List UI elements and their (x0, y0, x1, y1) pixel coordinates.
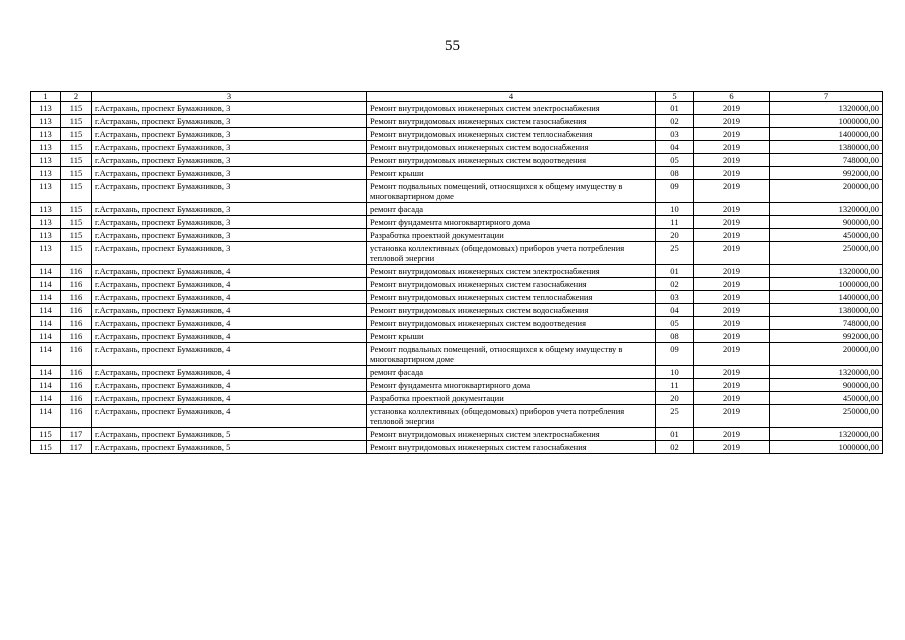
year-cell: 2019 (694, 167, 770, 180)
table-row (31, 428, 883, 441)
address-cell: г.Астрахань, проспект Бумажников, 3 (92, 115, 367, 128)
year-cell: 2019 (694, 441, 770, 454)
work-type-cell: Разработка проектной документации (367, 392, 656, 405)
work-type-cell: Ремонт внутридомовых инженерных систем водоснабжения (367, 141, 656, 154)
year-cell: 2019 (694, 366, 770, 379)
year-cell: 2019 (694, 343, 770, 366)
row-index-cell: 114 (31, 317, 61, 330)
house-number-cell: 116 (61, 379, 92, 392)
work-code-cell: 04 (656, 304, 694, 317)
address-cell: г.Астрахань, проспект Бумажников, 4 (92, 379, 367, 392)
table-row (31, 242, 883, 265)
table-row (31, 278, 883, 291)
cost-cell: 992000,00 (770, 167, 883, 180)
year-cell: 2019 (694, 291, 770, 304)
work-type-cell: Ремонт крыши (367, 330, 656, 343)
work-type-cell: Ремонт крыши (367, 167, 656, 180)
row-index-cell: 114 (31, 278, 61, 291)
work-type-cell: Ремонт внутридомовых инженерных систем газоснабжения (367, 441, 656, 454)
header-cell-5: 5 (656, 92, 694, 102)
work-type-cell: Ремонт подвальных помещений, относящихся к общему имуществу в многоквартирном доме (367, 180, 656, 203)
work-type-cell: ремонт фасада (367, 366, 656, 379)
address-cell: г.Астрахань, проспект Бумажников, 4 (92, 278, 367, 291)
cost-cell: 1000000,00 (770, 278, 883, 291)
cost-cell: 1320000,00 (770, 265, 883, 278)
cost-cell: 1320000,00 (770, 203, 883, 216)
table-row (31, 441, 883, 454)
row-index-cell: 113 (31, 216, 61, 229)
house-number-cell: 115 (61, 154, 92, 167)
house-number-cell: 116 (61, 304, 92, 317)
cost-cell: 450000,00 (770, 229, 883, 242)
house-number-cell: 115 (61, 141, 92, 154)
work-code-cell: 05 (656, 154, 694, 167)
row-index-cell: 113 (31, 242, 61, 265)
table-row (31, 229, 883, 242)
work-type-cell: Ремонт внутридомовых инженерных систем газоснабжения (367, 115, 656, 128)
work-code-cell: 02 (656, 441, 694, 454)
work-type-cell: Ремонт подвальных помещений, относящихся к общему имуществу в многоквартирном доме (367, 343, 656, 366)
house-number-cell: 116 (61, 366, 92, 379)
work-code-cell: 10 (656, 203, 694, 216)
address-cell: г.Астрахань, проспект Бумажников, 4 (92, 291, 367, 304)
work-code-cell: 01 (656, 428, 694, 441)
work-type-cell: Ремонт фундамента многоквартирного дома (367, 216, 656, 229)
row-index-cell: 114 (31, 379, 61, 392)
house-number-cell: 115 (61, 128, 92, 141)
year-cell: 2019 (694, 265, 770, 278)
cost-cell: 992000,00 (770, 330, 883, 343)
table-row (31, 167, 883, 180)
row-index-cell: 114 (31, 392, 61, 405)
header-row (31, 92, 883, 102)
work-code-cell: 20 (656, 229, 694, 242)
address-cell: г.Астрахань, проспект Бумажников, 4 (92, 330, 367, 343)
house-number-cell: 116 (61, 265, 92, 278)
row-index-cell: 115 (31, 441, 61, 454)
address-cell: г.Астрахань, проспект Бумажников, 3 (92, 141, 367, 154)
row-index-cell: 115 (31, 428, 61, 441)
cost-cell: 1400000,00 (770, 128, 883, 141)
work-type-cell: Ремонт внутридомовых инженерных систем водоотведения (367, 154, 656, 167)
year-cell: 2019 (694, 102, 770, 115)
work-code-cell: 25 (656, 242, 694, 265)
page-number: 55 (445, 38, 460, 54)
year-cell: 2019 (694, 304, 770, 317)
address-cell: г.Астрахань, проспект Бумажников, 3 (92, 229, 367, 242)
address-cell: г.Астрахань, проспект Бумажников, 4 (92, 343, 367, 366)
work-code-cell: 11 (656, 216, 694, 229)
cost-cell: 1000000,00 (770, 441, 883, 454)
work-code-cell: 08 (656, 167, 694, 180)
row-index-cell: 114 (31, 265, 61, 278)
year-cell: 2019 (694, 154, 770, 167)
house-number-cell: 115 (61, 216, 92, 229)
row-index-cell: 114 (31, 343, 61, 366)
header-cell-7: 7 (770, 92, 883, 102)
year-cell: 2019 (694, 392, 770, 405)
work-type-cell: установка коллективных (общедомовых) приборов учета потребления тепловой энергии (367, 242, 656, 265)
work-type-cell: Ремонт внутридомовых инженерных систем теплоснабжения (367, 128, 656, 141)
house-number-cell: 115 (61, 115, 92, 128)
cost-cell: 1320000,00 (770, 428, 883, 441)
work-code-cell: 09 (656, 180, 694, 203)
address-cell: г.Астрахань, проспект Бумажников, 5 (92, 428, 367, 441)
table-row (31, 317, 883, 330)
row-index-cell: 113 (31, 154, 61, 167)
cost-cell: 1320000,00 (770, 102, 883, 115)
header-cell-6: 6 (694, 92, 770, 102)
header-cell-2: 2 (61, 92, 92, 102)
work-type-cell: ремонт фасада (367, 203, 656, 216)
table-row (31, 128, 883, 141)
work-type-cell: установка коллективных (общедомовых) приборов учета потребления тепловой энергии (367, 405, 656, 428)
work-code-cell: 04 (656, 141, 694, 154)
works-table (30, 91, 883, 454)
work-type-cell: Ремонт внутридомовых инженерных систем водоотведения (367, 317, 656, 330)
house-number-cell: 116 (61, 330, 92, 343)
house-number-cell: 115 (61, 229, 92, 242)
year-cell: 2019 (694, 229, 770, 242)
table-row (31, 154, 883, 167)
table-row (31, 102, 883, 115)
year-cell: 2019 (694, 278, 770, 291)
house-number-cell: 117 (61, 428, 92, 441)
table-row (31, 304, 883, 317)
cost-cell: 900000,00 (770, 379, 883, 392)
header-cell-1: 1 (31, 92, 61, 102)
row-index-cell: 114 (31, 366, 61, 379)
work-type-cell: Ремонт внутридомовых инженерных систем теплоснабжения (367, 291, 656, 304)
house-number-cell: 116 (61, 317, 92, 330)
year-cell: 2019 (694, 128, 770, 141)
house-number-cell: 116 (61, 343, 92, 366)
work-type-cell: Ремонт внутридомовых инженерных систем электроснабжения (367, 102, 656, 115)
work-type-cell: Ремонт внутридомовых инженерных систем электроснабжения (367, 428, 656, 441)
cost-cell: 200000,00 (770, 180, 883, 203)
row-index-cell: 114 (31, 330, 61, 343)
address-cell: г.Астрахань, проспект Бумажников, 3 (92, 128, 367, 141)
table-row (31, 291, 883, 304)
row-index-cell: 113 (31, 115, 61, 128)
table-row (31, 343, 883, 366)
row-index-cell: 113 (31, 203, 61, 216)
house-number-cell: 117 (61, 441, 92, 454)
year-cell: 2019 (694, 330, 770, 343)
house-number-cell: 116 (61, 405, 92, 428)
table-row (31, 115, 883, 128)
cost-cell: 200000,00 (770, 343, 883, 366)
work-type-cell: Ремонт внутридомовых инженерных систем электроснабжения (367, 265, 656, 278)
row-index-cell: 113 (31, 229, 61, 242)
address-cell: г.Астрахань, проспект Бумажников, 3 (92, 242, 367, 265)
house-number-cell: 116 (61, 278, 92, 291)
work-code-cell: 08 (656, 330, 694, 343)
row-index-cell: 113 (31, 102, 61, 115)
row-index-cell: 113 (31, 141, 61, 154)
header-cell-3: 3 (92, 92, 367, 102)
year-cell: 2019 (694, 115, 770, 128)
address-cell: г.Астрахань, проспект Бумажников, 4 (92, 392, 367, 405)
work-type-cell: Разработка проектной документации (367, 229, 656, 242)
house-number-cell: 115 (61, 242, 92, 265)
work-code-cell: 02 (656, 115, 694, 128)
house-number-cell: 115 (61, 203, 92, 216)
work-code-cell: 02 (656, 278, 694, 291)
table-row (31, 392, 883, 405)
address-cell: г.Астрахань, проспект Бумажников, 3 (92, 216, 367, 229)
year-cell: 2019 (694, 180, 770, 203)
row-index-cell: 114 (31, 291, 61, 304)
house-number-cell: 116 (61, 291, 92, 304)
work-code-cell: 01 (656, 102, 694, 115)
house-number-cell: 115 (61, 167, 92, 180)
cost-cell: 748000,00 (770, 154, 883, 167)
work-code-cell: 11 (656, 379, 694, 392)
work-code-cell: 03 (656, 128, 694, 141)
house-number-cell: 115 (61, 102, 92, 115)
address-cell: г.Астрахань, проспект Бумажников, 4 (92, 265, 367, 278)
work-code-cell: 10 (656, 366, 694, 379)
row-index-cell: 113 (31, 128, 61, 141)
address-cell: г.Астрахань, проспект Бумажников, 3 (92, 203, 367, 216)
address-cell: г.Астрахань, проспект Бумажников, 4 (92, 405, 367, 428)
house-number-cell: 116 (61, 392, 92, 405)
year-cell: 2019 (694, 405, 770, 428)
work-type-cell: Ремонт внутридомовых инженерных систем газоснабжения (367, 278, 656, 291)
cost-cell: 748000,00 (770, 317, 883, 330)
year-cell: 2019 (694, 428, 770, 441)
cost-cell: 450000,00 (770, 392, 883, 405)
table-row (31, 379, 883, 392)
table-row (31, 180, 883, 203)
cost-cell: 250000,00 (770, 242, 883, 265)
house-number-cell: 115 (61, 180, 92, 203)
address-cell: г.Астрахань, проспект Бумажников, 3 (92, 102, 367, 115)
table-row (31, 265, 883, 278)
table-row (31, 203, 883, 216)
address-cell: г.Астрахань, проспект Бумажников, 5 (92, 441, 367, 454)
work-code-cell: 01 (656, 265, 694, 278)
year-cell: 2019 (694, 141, 770, 154)
address-cell: г.Астрахань, проспект Бумажников, 4 (92, 304, 367, 317)
cost-cell: 1320000,00 (770, 366, 883, 379)
year-cell: 2019 (694, 216, 770, 229)
work-type-cell: Ремонт внутридомовых инженерных систем водоснабжения (367, 304, 656, 317)
cost-cell: 1380000,00 (770, 304, 883, 317)
year-cell: 2019 (694, 379, 770, 392)
cost-cell: 1400000,00 (770, 291, 883, 304)
table-row (31, 216, 883, 229)
year-cell: 2019 (694, 203, 770, 216)
row-index-cell: 114 (31, 405, 61, 428)
row-index-cell: 113 (31, 180, 61, 203)
work-code-cell: 20 (656, 392, 694, 405)
cost-cell: 250000,00 (770, 405, 883, 428)
address-cell: г.Астрахань, проспект Бумажников, 3 (92, 180, 367, 203)
work-code-cell: 03 (656, 291, 694, 304)
work-type-cell: Ремонт фундамента многоквартирного дома (367, 379, 656, 392)
address-cell: г.Астрахань, проспект Бумажников, 3 (92, 154, 367, 167)
address-cell: г.Астрахань, проспект Бумажников, 4 (92, 366, 367, 379)
row-index-cell: 114 (31, 304, 61, 317)
address-cell: г.Астрахань, проспект Бумажников, 3 (92, 167, 367, 180)
table-row (31, 366, 883, 379)
table-body (31, 102, 883, 454)
table-row (31, 141, 883, 154)
table-row (31, 405, 883, 428)
cost-cell: 1380000,00 (770, 141, 883, 154)
year-cell: 2019 (694, 242, 770, 265)
cost-cell: 900000,00 (770, 216, 883, 229)
work-code-cell: 05 (656, 317, 694, 330)
year-cell: 2019 (694, 317, 770, 330)
work-code-cell: 25 (656, 405, 694, 428)
cost-cell: 1000000,00 (770, 115, 883, 128)
table-row (31, 330, 883, 343)
address-cell: г.Астрахань, проспект Бумажников, 4 (92, 317, 367, 330)
row-index-cell: 113 (31, 167, 61, 180)
work-code-cell: 09 (656, 343, 694, 366)
header-cell-4: 4 (367, 92, 656, 102)
